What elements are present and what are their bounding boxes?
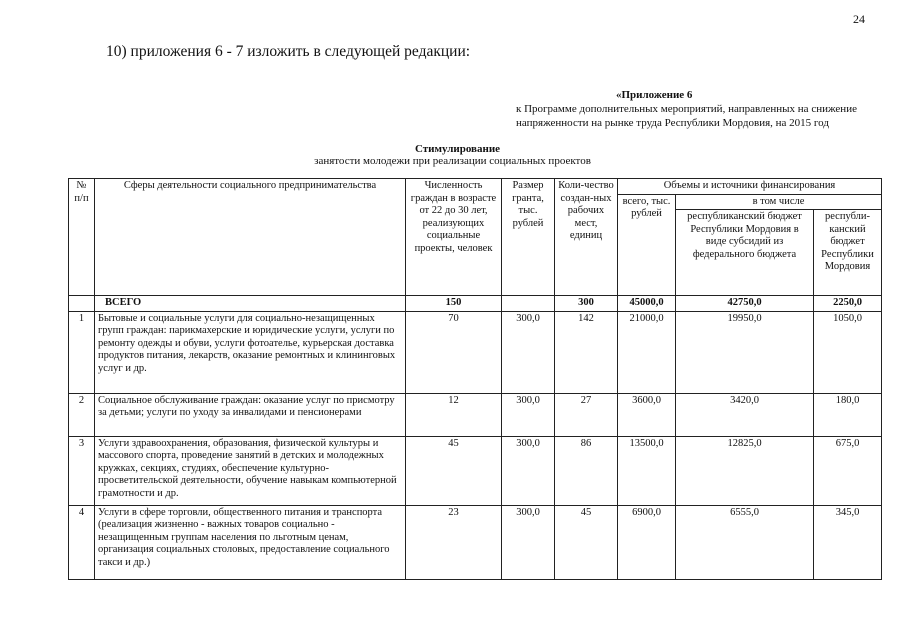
table-row: 3 Услуги здравоохранения, образования, физической культуры и массового спорта, проведение занятий в детских и молодежных кружках, секциях, студиях, обеспечение культурно-просветительской деятельности, обучение навыкам компьютерной грамотности и др. 45 300,0 86 13500,0 12825,0 675,0 — [69, 436, 882, 505]
header-sphere: Сферы деятельности социального предпринимательства — [95, 179, 406, 296]
total-jobs: 300 — [555, 296, 618, 312]
page-number: 24 — [853, 12, 865, 26]
instruction-text: 10) приложения 6 - 7 изложить в следующей редакции: — [106, 43, 471, 60]
appendix-line-1: к Программе дополнительных мероприятий, направленных на снижение — [516, 103, 857, 115]
header-rep: республи-канский бюджет Республики Мордовия — [814, 210, 882, 296]
total-sum: 45000,0 — [618, 296, 676, 312]
caption-subtitle: занятости молодежи при реализации социальных проектов — [314, 155, 591, 167]
header-rep-fed: республиканский бюджет Республики Мордовия в виде субсидий из федерального бюджета — [676, 210, 814, 296]
total-label: ВСЕГО — [95, 296, 406, 312]
table-row-total — [69, 296, 882, 312]
total-rep: 2250,0 — [814, 296, 882, 312]
appendix-title: «Приложение 6 — [616, 89, 693, 101]
header-jobs: Коли-чество создан-ных рабочих мест, единиц — [555, 179, 618, 296]
table-caption — [0, 143, 905, 167]
header-incl: в том числе — [676, 194, 882, 210]
header-num: № п/п — [69, 179, 95, 296]
caption-title: Стимулирование — [414, 143, 501, 155]
total-grant — [502, 296, 555, 312]
header-grant: Размер гранта, тыс. рублей — [502, 179, 555, 296]
table-row: 4 Услуги в сфере торговли, общественного питания и транспорта (реализация жизненно - важных товаров социально - незащищенным группам населения по льготным ценам, организация социальных столовых, предоставление социального такси и др.) 23 300,0 45 6900,0 6555,0 345,0 — [69, 505, 882, 579]
appendix-line-2: напряженности на рынке труда Республики Мордовия, на 2015 год — [516, 117, 829, 129]
funding-table — [68, 178, 882, 580]
header-count: Численность граждан в возрасте от 22 до 30 лет, реализующих социальные проекты, человек — [406, 179, 502, 296]
total-count: 150 — [406, 296, 502, 312]
header-total: всего, тыс. рублей — [618, 194, 676, 296]
appendix-heading — [516, 88, 857, 130]
header-funding: Объемы и источники финансирования — [618, 179, 882, 195]
table-row: 1 Бытовые и социальные услуги для социально-незащищенных групп граждан: парикмахерские и юридические услуги, услуги по ремонту одежды и обуви, услуги фотоателье, курьерская доставка продуктов питания, лекарств, оказание ремонтных и клининговых услуг и др. 70 300,0 142 21000,0 19950,0 1050,0 — [69, 311, 882, 393]
total-rep-fed: 42750,0 — [676, 296, 814, 312]
table-row: 2 Социальное обслуживание граждан: оказание услуг по присмотру за детьми; услуги по уходу за инвалидами и пенсионерами 12 300,0 27 3600,0 3420,0 180,0 — [69, 393, 882, 436]
